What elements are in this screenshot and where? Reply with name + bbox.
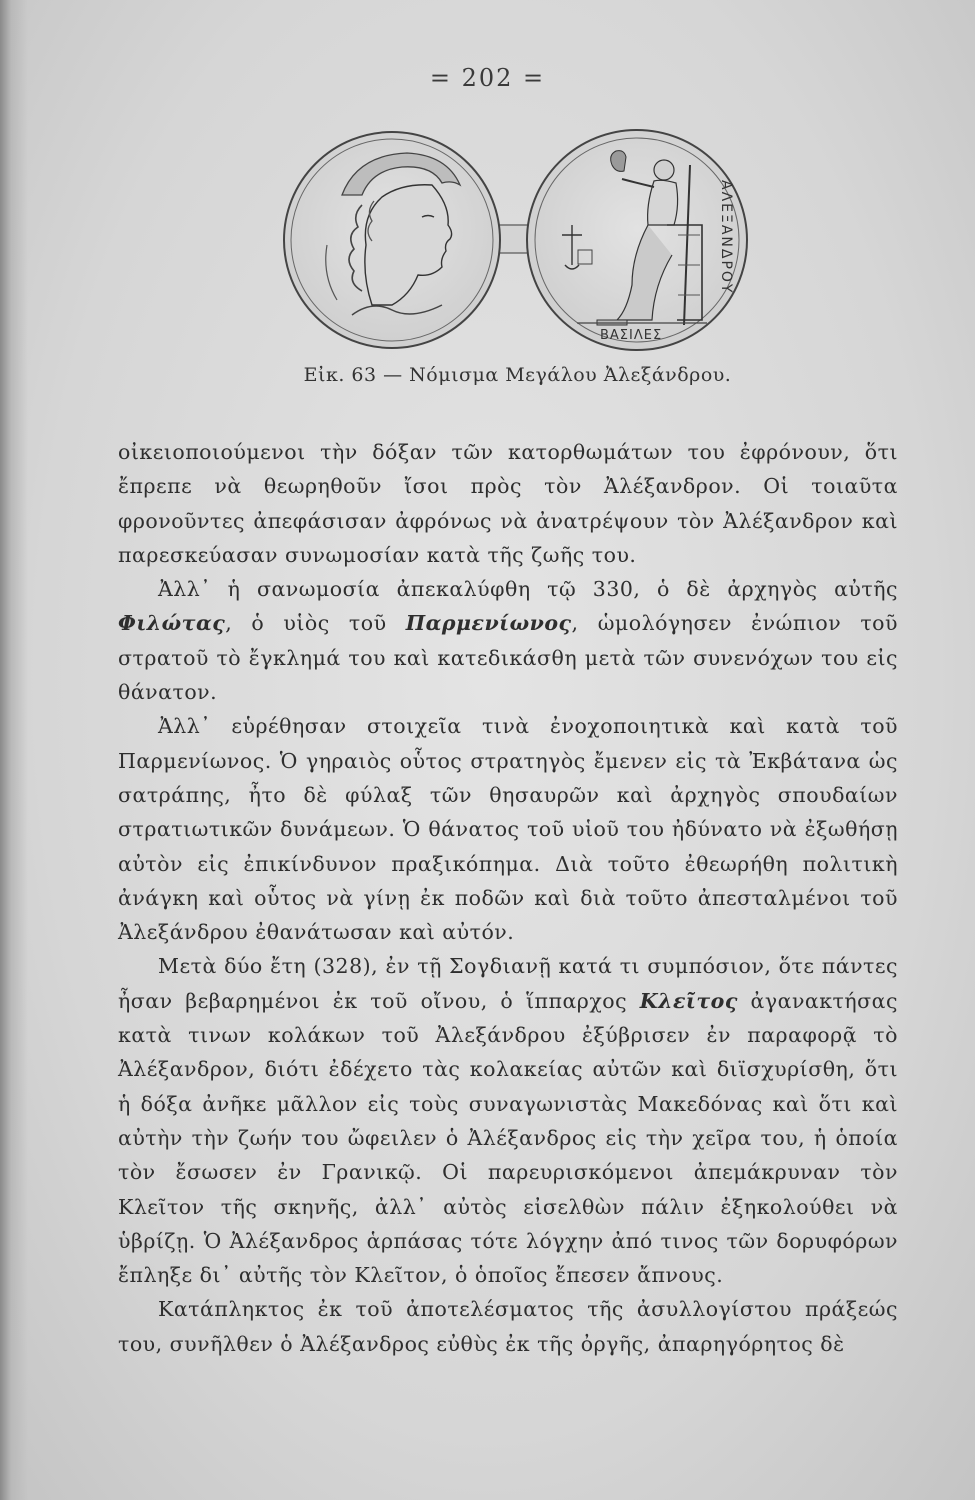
page-number: = 202 = [429,64,546,92]
name-emphasis: Παρμενίωνος [405,611,572,636]
page-binding-shadow [0,0,28,1500]
paragraph-text: ἀγανακτήσας κατὰ τινων κολάκων τοῦ Ἀλεξάνδρου ἐξύβρισεν ἐν παραφορᾷ τὸ Ἀλέξανδρον, διότι ἐδέχετο τὰς κολακείας αὐτῶν καὶ διϊσχυρίσθη, ὅτι ἡ δόξα ἀνῆκε μᾶλλον εἰς τοὺς συναγωνιστὰς Μακεδόνας καὶ ὅτι καὶ αὐτὴν τὴν ζωήν του ὤφειλεν ὁ Ἀλέξανδρος εἰς τὴν χεῖρα του, ἡ ὁποία τὸν ἔσωσεν ἐν Γρανικῷ. Οἱ παρευρισκόμενοι ἀπεμάκρυναν τὸν Κλεῖτον τῆς σκηνῆς, ἀλλ᾽ αὐτὸς εἰσελθὼν πάλιν ἐξηκολούθει νὰ ὑβρίζῃ. Ὁ Ἀλέξανδρος ἁρπάσας τότε λόγχην ἀπό τινος τῶν δορυφόρων ἔπληξε δι᾽ αὐτῆς τὸν Κλεῖτον, ὁ ὁποῖος ἔπεσεν ἄπνους. [118,988,898,1288]
paragraph-text: , ὡμολόγησεν ἐνώπιον τοῦ στρατοῦ τὸ ἔγκλημά του καὶ κατεδικάσθη μετὰ τῶν συνενόχων του εἰς θάνατον. [118,611,898,705]
coin-obverse [284,132,500,348]
coin-figure [282,125,752,355]
name-emphasis: Φιλώτας [118,611,226,636]
paragraph [118,572,898,709]
figure-caption: Εἰκ. 63 — Νόμισμα Μεγάλου Ἀλεξάνδρου. [303,364,732,386]
paragraph-text: Ἀλλ᾽ εὑρέθησαν στοιχεῖα τινὰ ἐνοχοποιητικὰ καὶ κατὰ τοῦ Παρμενίωνος. Ὁ γηραιὸς οὗτος στρατηγὸς ἔμενεν εἰς τὰ Ἐκβάτανα ὡς σατράπης, ἦτο δὲ φύλαξ τῶν θησαυρῶν καὶ ἀρχηγὸς σπουδαίων στρατιωτικῶν δυνάμεων. Ὁ θάνατος τοῦ υἱοῦ του ἠδύνατο νὰ ἐξωθήσῃ αὐτὸν εἰς ἐπικίνδυνον πραξικόπημα. Διὰ τοῦτο ἐθεωρήθη πολιτικὴ ἀνάγκη καὶ οὗτος νὰ γίνῃ ἐκ ποδῶν καὶ διὰ τοῦτο ἀπεσταλμένοι τοῦ Ἀλεξάνδρου ἐθανάτωσαν καὶ αὐτόν. [118,714,898,945]
paragraph-text: Ἀλλ᾽ ἡ σανωμοσία ἀπεκαλύφθη τῷ 330, ὁ δὲ ἀρχηγὸς αὐτῆς [158,577,898,602]
coin-inscription-right: ΑΛΕΞΑΝΔΡΟΥ [718,180,734,295]
paragraph-text: οἰκειοποιούμενοι τὴν δόξαν τῶν κατορθωμάτων του ἐφρόνουν, ὅτι ἔπρεπε νὰ θεωρηθοῦν ἴσοι πρὸς τὸν Ἀλέξανδρον. Οἱ τοιαῦτα φρονοῦντες ἀπεφάσισαν ἀφρόνως νὰ ἀνατρέψουν τὸν Ἀλέξανδρον καὶ παρεσκεύασαν συνωμοσίαν κατὰ τῆς ζωῆς του. [118,440,898,567]
paragraph [118,949,898,1292]
paragraph [118,709,898,949]
paragraph-text: Κατάπληκτος ἐκ τοῦ ἀποτελέσματος τῆς ἀσυλλογίστου πράξεώς του, συνῆλθεν ὁ Ἀλέξανδρος εὐθὺς ἐκ τῆς ὀργῆς, ἀπαρηγόρητος δὲ [118,1297,898,1356]
paragraph-text: , ὁ υἱὸς τοῦ [225,611,406,636]
name-emphasis: Κλεῖτος [639,988,738,1013]
paragraph [118,1292,898,1361]
coin-reverse [527,130,747,350]
coin-inscription-bottom: ΒΑΣΙΛΕΣ [600,328,663,343]
paragraph-text: Μετὰ δύο ἔτη (328), ἐν τῇ Σογδιανῇ κατά τι συμπόσιον, ὅτε πάντες ἦσαν βεβαρημένοι ἐκ τοῦ οἴνου, ὁ ἵππαρχος [118,954,898,1013]
paragraph [118,435,898,572]
body-text [118,435,898,1361]
